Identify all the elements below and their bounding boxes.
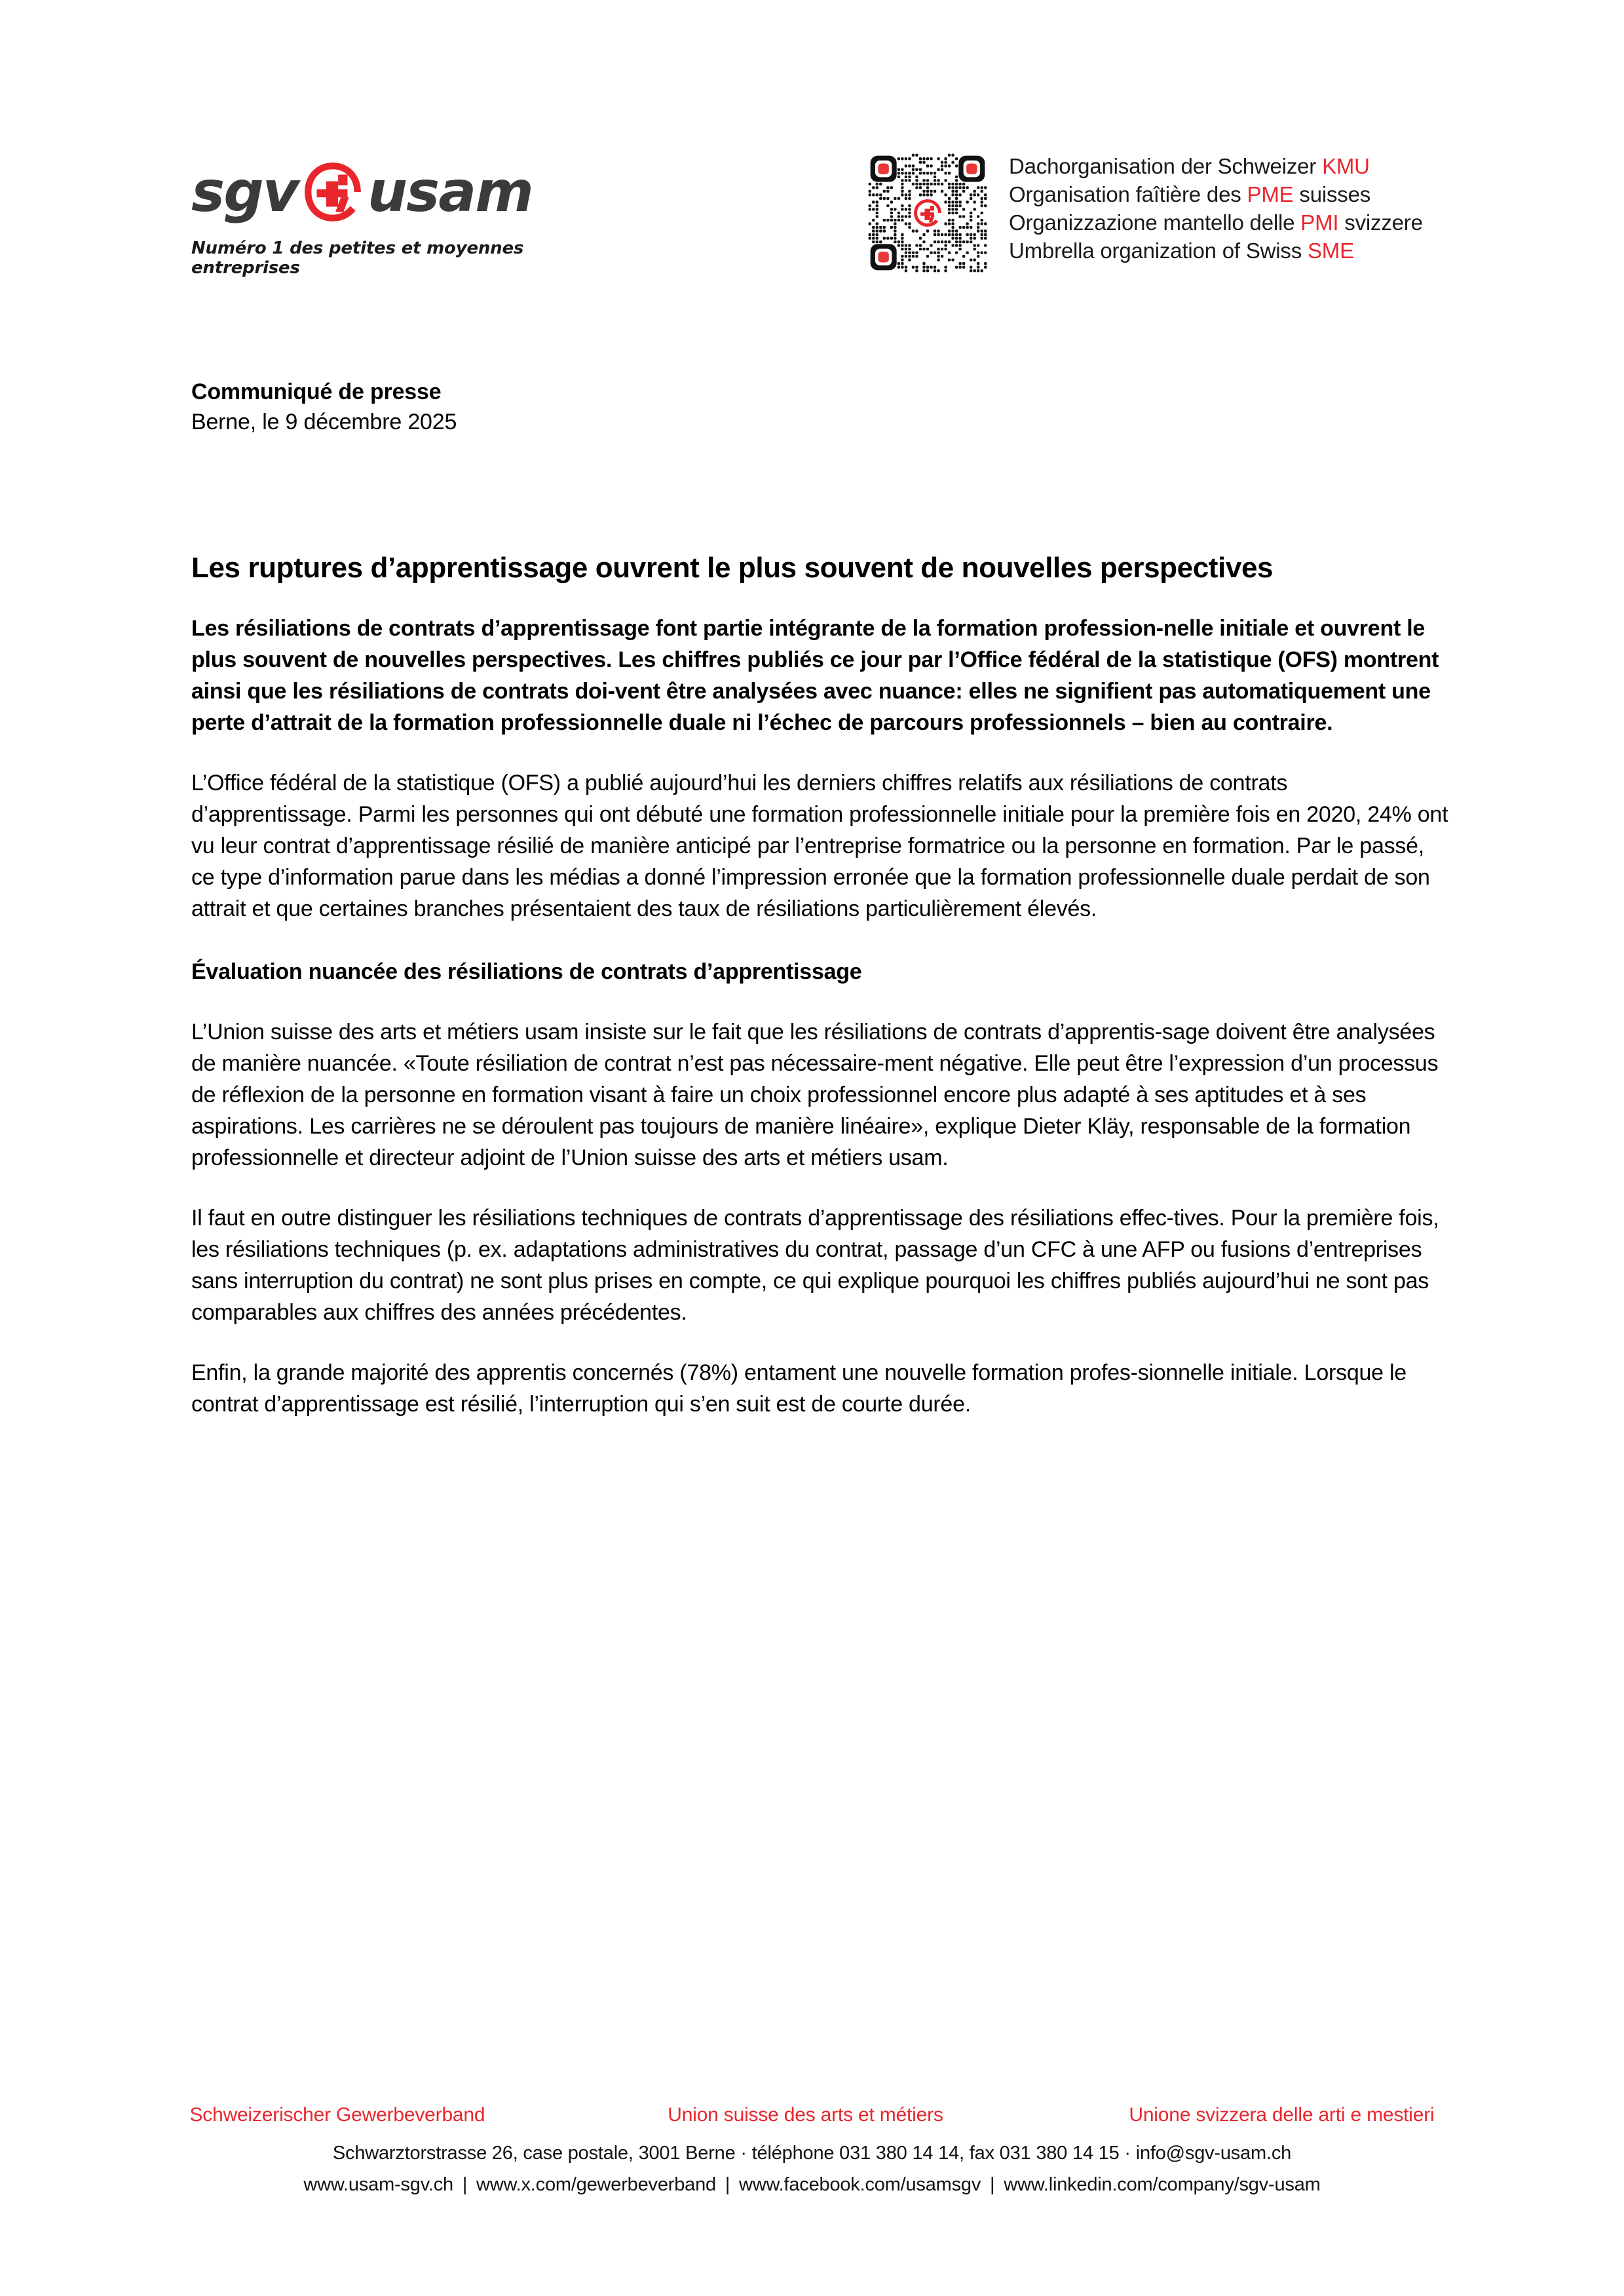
footer-link-facebook[interactable]: www.facebook.com/usamsgv	[739, 2174, 981, 2195]
qr-finder-top-left	[871, 156, 897, 182]
page-title: Les ruptures d’apprentissage ouvrent le plus souvent de nouvelles perspectives	[191, 552, 1274, 584]
qr-finder-bottom-left	[871, 244, 897, 270]
qr-center-logo-icon	[912, 197, 943, 228]
footer-name-fr: Union suisse des arts et métiers	[668, 2104, 943, 2126]
document-type-label: Communiqué de presse	[191, 379, 442, 404]
place-and-date: Berne, le 9 décembre 2025	[191, 410, 457, 434]
org-line-de-prefix: Dachorganisation der Schweizer	[1009, 154, 1323, 178]
lead-paragraph: Les résiliations de contrats d’apprentissage font partie intégrante de la formation profession-nelle initiale et ouvrent le plus souvent de nouvelles perspectives. Les chiffres publiés ce jour par l’Office fédéral de la statistique (OFS) montrent ainsi que les résiliations de contrats doi-vent être analysées avec nuance: elles ne signifient pas automatiquement une perte d’attrait de la formation professionnelle duale ni l’échec de parcours professionnels – bien au contraire.	[191, 616, 1439, 735]
org-line-it-suffix: svizzere	[1338, 210, 1423, 235]
section-subheading: Évaluation nuancée des résiliations de contrats d’apprentissage	[191, 959, 862, 984]
body-paragraph-1: L’Office fédéral de la statistique (OFS) a publié aujourd’hui les derniers chiffres relatifs aux résiliations de contrats d’apprentissage. Parmi les personnes qui ont débuté une formation professionnelle initiale pour la première fois en 2020, 24% ont vu leur contrat d’apprentissage résilié de manière anticipé par l’entreprise formatrice ou la personne en formation. Par le passé, ce type d’information parue dans les médias a donné l’impression erronée que la formation professionnelle duale perdait de son attrait et que certaines branches présentaient des taux de résiliations particulièrement élevés.	[191, 771, 1448, 921]
org-line-en	[1009, 237, 1423, 265]
org-line-fr-suffix: suisses	[1293, 182, 1371, 206]
org-line-de-highlight: KMU	[1322, 154, 1370, 178]
footer-link-website[interactable]: www.usam-sgv.ch	[303, 2174, 453, 2195]
footer-link-x[interactable]: www.x.com/gewerbeverband	[476, 2174, 716, 2195]
org-line-it-highlight: PMI	[1300, 210, 1339, 235]
footer-link-separator-2: |	[725, 2174, 730, 2195]
sgv-swiss-cross-icon	[299, 159, 366, 225]
org-line-it	[1009, 208, 1423, 237]
qr-code-icon[interactable]	[868, 153, 987, 273]
organization-languages	[1009, 152, 1423, 265]
logo-text-usam: usam	[367, 159, 533, 225]
org-line-fr	[1009, 180, 1423, 208]
org-line-de	[1009, 152, 1423, 180]
document-footer	[0, 2102, 1624, 2198]
org-line-fr-highlight: PME	[1247, 182, 1294, 206]
body-paragraph-2: L’Union suisse des arts et métiers usam insiste sur le fait que les résiliations de contrats d’apprentis-sage doivent être analysées de manière nuancée. «Toute résiliation de contrat n’est pas nécessaire-ment négative. Elle peut être l’expression d’un processus de réflexion de la personne en formation visant à faire un choix professionnel encore plus adapté à ses aptitudes et à ses aspirations. Les carrières ne se déroulent pas toujours de manière linéaire», explique Dieter Kläy, responsable de la formation professionnelle et directeur adjoint de l’Union suisse des arts et métiers usam.	[191, 1020, 1439, 1170]
footer-name-de: Schweizerischer Gewerbeverband	[189, 2104, 485, 2126]
org-line-en-prefix: Umbrella organization of Swiss	[1009, 239, 1308, 263]
logo-tagline: Numéro 1 des petites et moyennes entreprises	[191, 239, 524, 278]
org-line-fr-prefix: Organisation faîtière des	[1009, 182, 1247, 206]
logo-wordmark	[191, 156, 611, 228]
footer-name-it: Unione svizzera delle arti e mestieri	[1129, 2104, 1435, 2126]
footer-links	[0, 2172, 1624, 2198]
footer-organization-names	[0, 2102, 1624, 2128]
document-body	[191, 377, 1451, 1442]
footer-link-separator-3: |	[990, 2174, 995, 2195]
org-line-en-highlight: SME	[1308, 239, 1354, 263]
document-header	[0, 0, 1624, 308]
logo-text-sgv: sgv	[191, 159, 298, 225]
footer-link-separator-1: |	[462, 2174, 468, 2195]
org-line-it-prefix: Organizzazione mantello delle	[1009, 210, 1301, 235]
qr-finder-top-right	[958, 156, 985, 182]
sgv-usam-logo	[191, 156, 611, 278]
body-paragraph-3: Il faut en outre distinguer les résiliations techniques de contrats d’apprentissage des résiliations effec-tives. Pour la première fois, les résiliations techniques (p. ex. adaptations administratives du contrat, passage d’un CFC à une AFP ou fusions d’entreprises sans interruption du contrat) ne sont plus prises en compte, ce qui explique pourquoi les chiffres publiés aujourd’hui ne sont pas comparables aux chiffres des années précédentes.	[191, 1206, 1439, 1325]
body-paragraph-4: Enfin, la grande majorité des apprentis concernés (78%) entament une nouvelle formation profes-sionnelle initiale. Lorsque le contrat d’apprentissage est résilié, l’interruption qui s’en suit est de courte durée.	[191, 1360, 1407, 1417]
footer-address: Schwarztorstrasse 26, case postale, 3001 Berne · téléphone 031 380 14 14, fax 031 380 14 15 · info@sgv-usam.ch	[332, 2143, 1292, 2164]
footer-link-linkedin[interactable]: www.linkedin.com/company/sgv-usam	[1004, 2174, 1321, 2195]
